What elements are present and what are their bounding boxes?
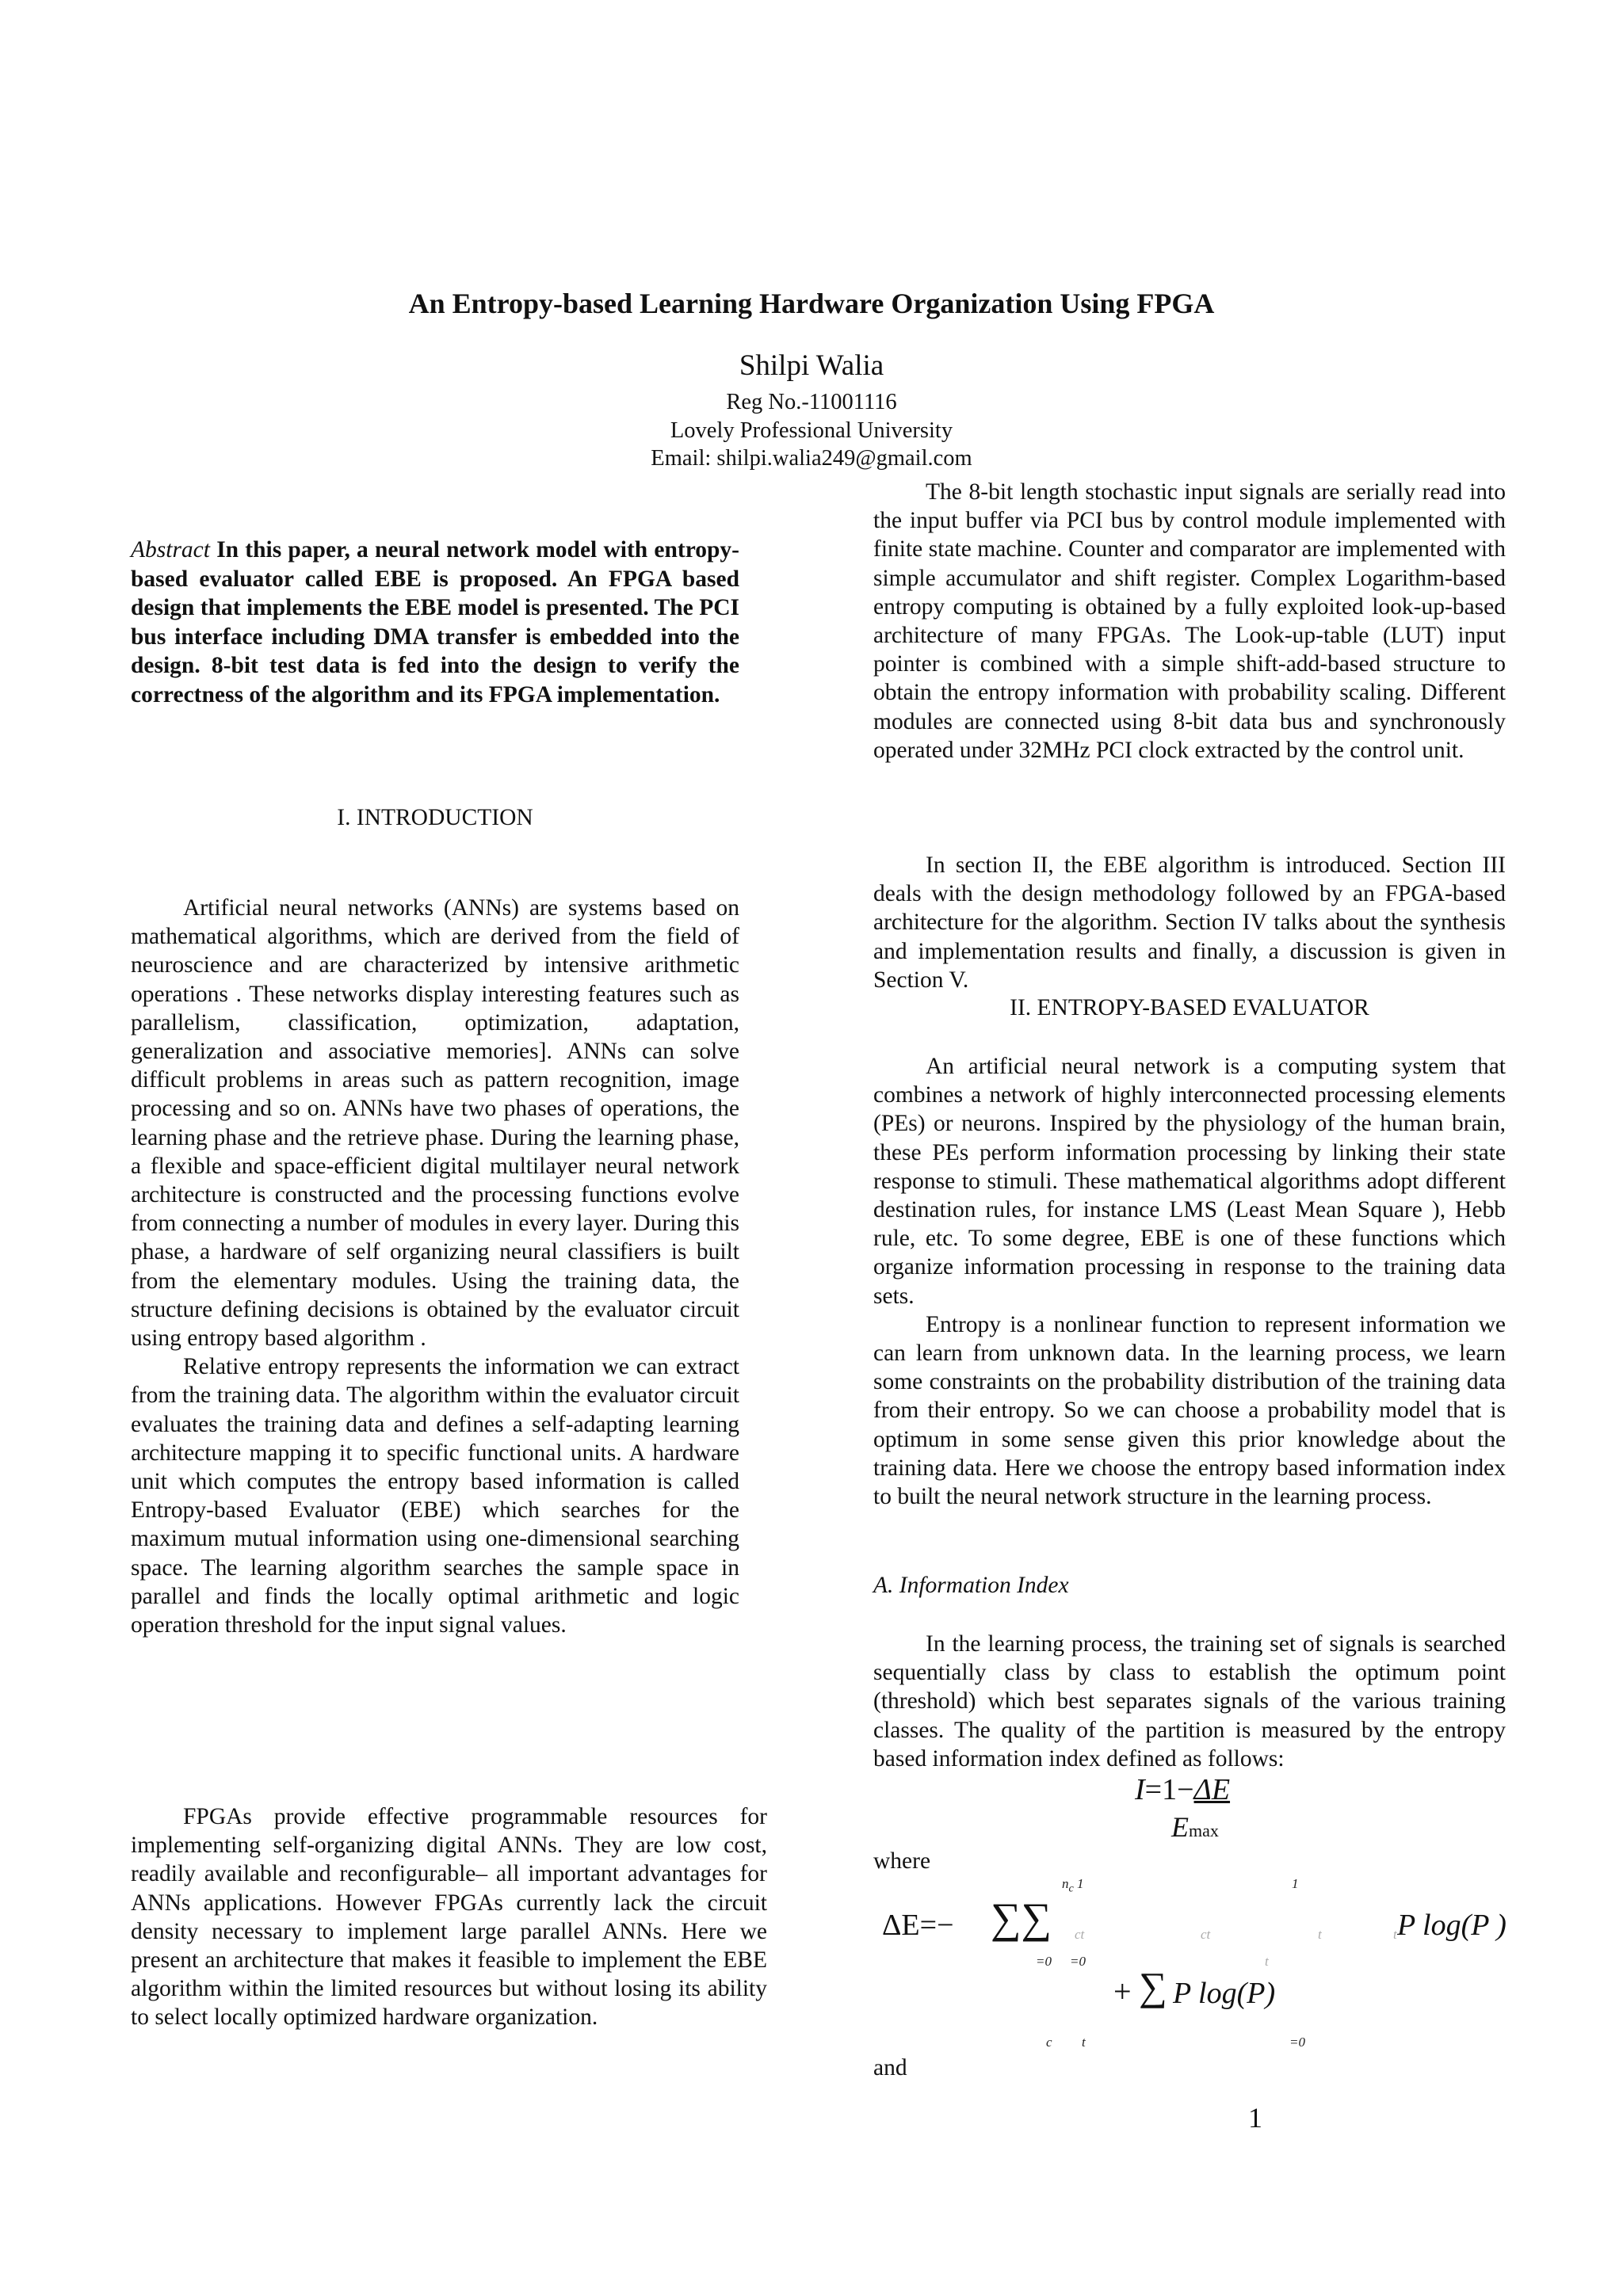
right-paragraph-3: An artificial neural network is a computing system that combines a network of highly interconnected processing elements (PEs) or neurons. Inspired by the physiology of the human brain, these PEs perform information processing by linking their state response to stimuli. These mathematical algorithms adopt different destination rules, for instance LMS (Least Mean Square ), Hebb rule, etc. To some degree, EBE is one of these functions which organize information processing in response to the training data sets. [873, 1054, 1506, 1309]
university: Lovely Professional University [670, 418, 953, 443]
eq2-sub-ct-2: ct [1201, 1927, 1211, 1942]
author-name: Shilpi Walia [739, 349, 884, 382]
eq1-den-e: E [1171, 1811, 1189, 1843]
section-heading-ebe: II. ENTROPY-BASED EVALUATOR [1010, 995, 1369, 1020]
eq1-equals: =1− [1144, 1773, 1194, 1806]
right-paragraph-5: In the learning process, the training set of signals is searched sequentially class by class to establish the optimum point (threshold) which best separates signals of the various training classes. The quality of the partition is measured by the entropy based information index defined as follows: [873, 1631, 1506, 1772]
paper-title: An Entropy-based Learning Hardware Organization Using FPGA [408, 288, 1215, 319]
eq2-index-t: t [1082, 2035, 1086, 2050]
eq1-den-sub: max [1189, 1821, 1219, 1840]
eq2-lower-limit-2: =0 [1070, 1954, 1086, 1969]
intro-paragraph-3: FPGAs provide effective programmable resources for implementing self-organizing digital ANNs. They are low cost, readily available and reconfigurable– all important advantages for ANNs applications. However FPGAs currently lack the circuit density necessary to implement large parallel ANNs. Here we present an architecture that makes it feasible to implement the EBE algorithm within the limited resources but without losing its ability to select locally optimized hardware organization. [131, 1804, 767, 2031]
eq2-term-mid: P log(P) [1173, 1977, 1276, 2010]
eq2-sub-t-3: t [1265, 1954, 1269, 1969]
eq2-lower-limit-1: =0 [1036, 1954, 1052, 1969]
eq2-term-right: P log(P ) [1397, 1909, 1507, 1942]
intro-paragraph-2: Relative entropy represents the information we can extract from the training data. The algorithm within the evaluator circuit evaluates the training data and defines a self-adapting learning architecture mapping it to specific functional units. A hardware unit which computes the entropy based information is called Entropy-based Evaluator (EBE) which searches for the maximum mutual information using one-dimensional searching space. The learning algorithm searches the sample space in parallel and finds the locally optimal arithmetic and logic operation threshold for the input signal values. [131, 1354, 739, 1638]
eq2-sub-t-1: t [1318, 1927, 1322, 1942]
eq2-single-sum: ∑ [1139, 1964, 1167, 2008]
eq2-index-c: c [1046, 2035, 1052, 2050]
registration-number: Reg No.-11001116 [726, 390, 897, 414]
eq2-upper-limit-nc: $n_c$ 1 [1062, 1876, 1084, 1895]
eq1-lhs: I [1135, 1773, 1145, 1806]
intro-paragraph-1: Artificial neural networks (ANNs) are systems based on mathematical algorithms, which are derived from the field of neuroscience and are characterized by intensive arithmetic operations . These networks display interesting features such as parallelism, classification, optimization, adaptation, generalization and associative memories]. ANNs can solve difficult problems in areas such as pattern recognition, image processing and so on. ANNs have two phases of operations, the learning phase and the retrieve phase. During the learning phase, a flexible and space-efficient digital multilayer neural network architecture is constructed and the processing functions evolve from connecting a number of modules in every layer. During this phase, a hardware of self organizing neural classifiers is built from the elementary modules. Using the training data, the structure defining decisions is obtained by the evaluator circuit using entropy based algorithm . [131, 895, 739, 1352]
eq2-lower-limit-3: =0 [1289, 2035, 1305, 2050]
page-number: 1 [1248, 2102, 1262, 2134]
abstract-lead: Abstract [131, 537, 210, 563]
email: Email: shilpi.walia249@gmail.com [651, 446, 972, 471]
eq2-upper-limit-1: 1 [1292, 1876, 1299, 1891]
right-paragraph-4: Entropy is a nonlinear function to represent information we can learn from unknown data. In the learning process, we learn some constraints on the probability distribution of the training data from their entropy. So we can choose a probability model that is optimum in some sense given this prior knowledge about the training data. Here we choose the entropy based information index to built the neural network structure in the learning process. [873, 1311, 1506, 1510]
abstract-text: In this paper, a neural network model with entropy-based evaluator called EBE is proposed. An FPGA based design that implements the EBE model is presented. The PCI bus interface including DMA transfer is embedded into the design. 8-bit test data is fed into the design to verify the correctness of the algorithm and its FPGA implementation. [131, 537, 740, 707]
eq2-sub-t-2: t [1393, 1927, 1397, 1942]
section-heading-introduction: I. INTRODUCTION [337, 805, 533, 830]
where-label: where [873, 1848, 931, 1874]
and-label: and [873, 2055, 907, 2081]
eq1-delta-e: ΔE [1193, 1773, 1231, 1806]
eq2-lhs: ΔE=− [882, 1909, 954, 1942]
right-paragraph-1: The 8-bit length stochastic input signals are serially read into the input buffer via PCI bus by control module implemented with finite state machine. Counter and comparator are implemented with simple accumulator and shift register. Complex Logarithm-based entropy computing is obtained by a fully exploited look-up-based architecture of many FPGAs. The Look-up-table (LUT) input pointer is combined with a simple shift-add-based structure to obtain the entropy information with probability scaling. Different modules are connected using 8-bit data bus and synchronously operated under 32MHz PCI clock extracted by the control unit. [873, 479, 1506, 763]
subsection-heading: A. Information Index [873, 1573, 1069, 1598]
eq2-sub-ct-1: ct [1075, 1927, 1085, 1942]
eq2-plus: + [1113, 1974, 1132, 2009]
right-paragraph-2: In section II, the EBE algorithm is introduced. Section III deals with the design methodology followed by an FPGA-based architecture for the algorithm. Section IV talks about the synthesis and implementation results and finally, a discussion is given in Section V. [873, 852, 1506, 993]
eq2-double-sum: ∑∑ [991, 1894, 1052, 1942]
